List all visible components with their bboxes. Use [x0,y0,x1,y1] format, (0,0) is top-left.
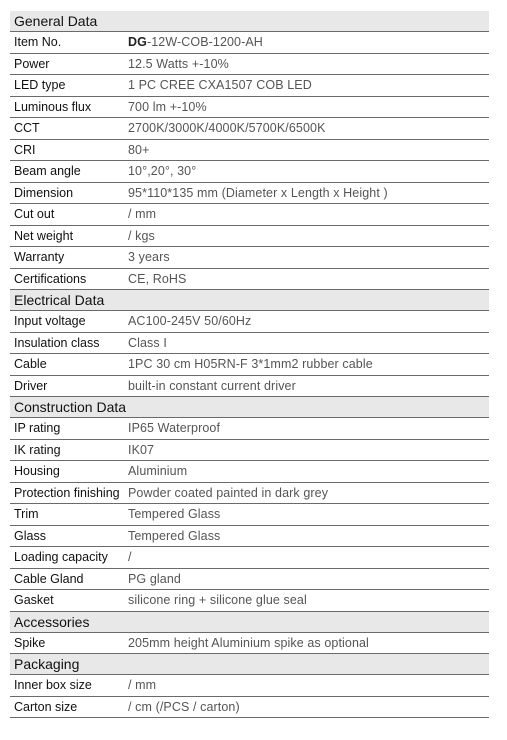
spec-label: Insulation class [14,335,100,350]
spec-value: 10°,20°, 30° [128,164,197,179]
spec-row-power [10,54,489,76]
spec-label: Dimension [14,185,74,200]
spec-value: Tempered Glass [128,528,221,543]
spec-row-net-weight [10,226,489,248]
section-header-accessories: Accessories [10,612,489,633]
spec-row-warranty [10,247,489,269]
spec-value: silicone ring + silicone glue seal [128,593,307,608]
spec-value: 205mm height Aluminium spike as optional [128,635,369,650]
spec-row-driver [10,376,489,398]
spec-label: Trim [14,507,39,522]
spec-label: CCT [14,121,40,136]
spec-row-input-voltage [10,311,489,333]
spec-sheet [10,11,489,718]
spec-label: CRI [14,142,36,157]
spec-row-inner-box-size [10,675,489,697]
spec-row-led-type [10,75,489,97]
spec-row-beam-angle [10,161,489,183]
spec-row-dimension [10,183,489,205]
spec-value: 95*110*135 mm (Diameter x Length x Height ) [128,185,388,200]
spec-label: Warranty [14,250,65,265]
spec-row-cut-out [10,204,489,226]
section-header-packaging: Packaging [10,654,489,675]
spec-value: 1PC 30 cm H05RN-F 3*1mm2 rubber cable [128,357,373,372]
spec-value: 3 years [128,250,170,265]
spec-row-cable [10,354,489,376]
spec-row-cable-gland [10,569,489,591]
spec-label: Glass [14,528,46,543]
spec-value: Aluminium [128,464,188,479]
spec-label: Inner box size [14,678,92,693]
spec-label: Item No. [14,35,62,50]
spec-label: Spike [14,635,46,650]
spec-label: IP rating [14,421,61,436]
spec-value: Powder coated painted in dark grey [128,485,329,500]
spec-label: Net weight [14,228,74,243]
spec-value: CE, RoHS [128,271,187,286]
spec-value: / cm (/PCS / carton) [128,699,240,714]
spec-label: Driver [14,378,48,393]
spec-label: IK rating [14,442,61,457]
section-header-construction-data: Construction Data [10,397,489,418]
spec-value: 700 lm +-10% [128,99,207,114]
spec-label: Loading capacity [14,550,108,565]
spec-value: IP65 Waterproof [128,421,221,436]
spec-label: Cable Gland [14,571,84,586]
spec-row-luminous-flux [10,97,489,119]
spec-value: built-in constant current driver [128,378,296,393]
spec-label: Carton size [14,699,78,714]
spec-value: AC100-245V 50/60Hz [128,314,252,329]
spec-value: IK07 [128,442,155,457]
spec-value: 2700K/3000K/4000K/5700K/6500K [128,121,326,136]
spec-row-loading-capacity [10,547,489,569]
spec-value: PG gland [128,571,181,586]
spec-value: 12.5 Watts +-10% [128,56,229,71]
spec-value: Tempered Glass [128,507,221,522]
spec-value: / kgs [128,228,155,243]
spec-value-prefix: DG [128,35,147,50]
spec-value: Class I [128,335,167,350]
spec-label: Cable [14,357,47,372]
spec-row-ip-rating [10,418,489,440]
spec-label: Luminous flux [14,99,92,114]
spec-label: Input voltage [14,314,86,329]
spec-row-trim [10,504,489,526]
section-header-electrical-data: Electrical Data [10,290,489,311]
spec-value: / mm [128,207,157,222]
section-header-general-data: General Data [10,11,489,32]
spec-row-carton-size [10,697,489,719]
spec-label: Certifications [14,271,87,286]
spec-row-item-no [10,32,489,54]
spec-label: Power [14,56,50,71]
spec-label: LED type [14,78,66,93]
spec-row-cct [10,118,489,140]
spec-row-glass [10,526,489,548]
spec-label: Cut out [14,207,55,222]
spec-row-cri [10,140,489,162]
spec-row-gasket [10,590,489,612]
spec-value: 80+ [128,142,150,157]
spec-row-certifications [10,269,489,291]
spec-value: / [128,550,132,565]
spec-value [128,35,489,49]
spec-label: Housing [14,464,60,479]
spec-label: Beam angle [14,164,81,179]
spec-row-protection-finishing [10,483,489,505]
spec-label: Protection finishing [14,485,120,500]
spec-value-rest: -12W-COB-1200-AH [146,35,263,50]
spec-value: / mm [128,678,157,693]
spec-row-spike [10,633,489,655]
spec-value: 1 PC CREE CXA1507 COB LED [128,78,312,93]
spec-label: Gasket [14,593,54,608]
spec-row-ik-rating [10,440,489,462]
spec-row-insulation-class [10,333,489,355]
spec-row-housing [10,461,489,483]
